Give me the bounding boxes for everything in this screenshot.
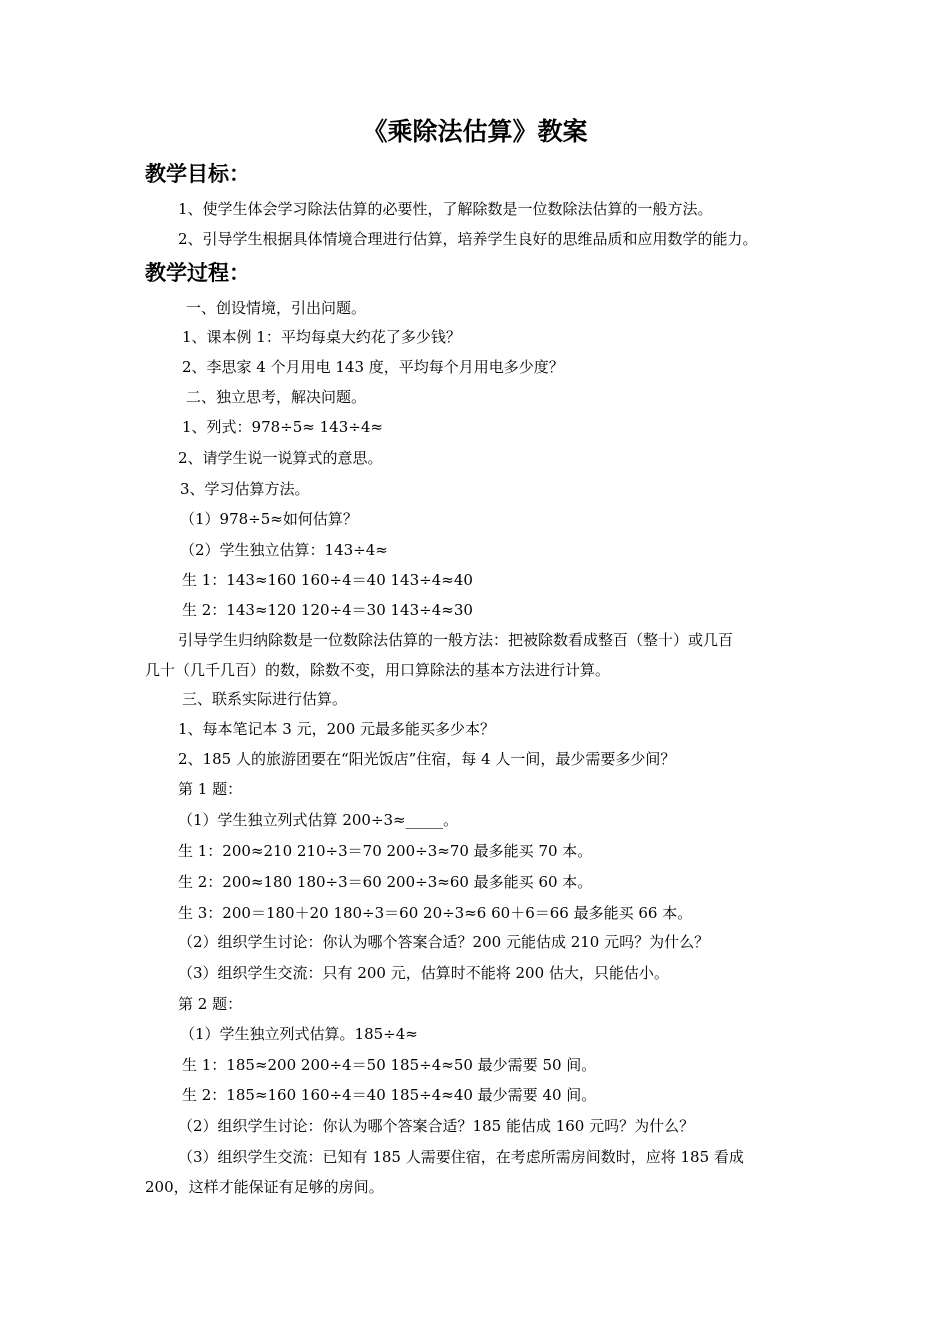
process-line: 生 2：200≈180 180÷3＝60 200÷3≈60 最多能买 60 本。 xyxy=(178,873,593,891)
process-line: （1）978÷5≈如何估算？ xyxy=(180,510,358,528)
process-line: 2、请学生说一说算式的意思。 xyxy=(178,449,383,467)
process-line: 引导学生归纳除数是一位数除法估算的一般方法：把被除数看成整百（整十）或几百 xyxy=(178,631,734,649)
process-line: 生 2：185≈160 160÷4＝40 185÷4≈40 最少需要 40 间。 xyxy=(182,1086,597,1104)
process-line: 一、创设情境，引出问题。 xyxy=(186,299,367,317)
process-line: 1、每本笔记本 3 元，200 元最多能买多少本？ xyxy=(178,720,496,738)
process-line: 二、独立思考，解决问题。 xyxy=(186,388,367,406)
process-line: 200，这样才能保证有足够的房间。 xyxy=(145,1178,384,1196)
process-line: 2、李思家 4 个月用电 143 度，平均每个月用电多少度？ xyxy=(182,358,564,376)
process-line: 生 3：200＝180＋20 180÷3＝60 20÷3≈6 60＋6＝66 最多能买 66 本。 xyxy=(178,904,693,922)
process-line: （3）组织学生交流：只有 200 元，估算时不能将 200 估大，只能估小。 xyxy=(178,964,669,982)
process-line: 第 1 题： xyxy=(178,780,243,798)
process-line: 2、185 人的旅游团要在“阳光饭店”住宿，每 4 人一间，最少需要多少间？ xyxy=(178,750,676,768)
process-line: （3）组织学生交流：已知有 185 人需要住宿，在考虑所需房间数时，应将 185 看成 xyxy=(178,1148,744,1166)
objective-item: 2、引导学生根据具体情境合理进行估算，培养学生良好的思维品质和应用数学的能力。 xyxy=(178,230,758,248)
process-line: 生 1：143≈160 160÷4＝40 143÷4≈40 xyxy=(182,571,473,589)
process-line: 3、学习估算方法。 xyxy=(180,480,310,498)
process-line: 生 1：185≈200 200÷4＝50 185÷4≈50 最少需要 50 间。 xyxy=(182,1056,597,1074)
process-line: （2）组织学生讨论：你认为哪个答案合适？185 能估成 160 元吗？为什么？ xyxy=(178,1117,695,1135)
process-line: 第 2 题： xyxy=(178,995,243,1013)
process-line: 三、联系实际进行估算。 xyxy=(182,690,348,708)
process-heading: 教学过程： xyxy=(145,261,250,285)
document-title: 《乘除法估算》教案 xyxy=(362,117,588,146)
process-line: （1）学生独立列式估算。185÷4≈ xyxy=(180,1025,418,1043)
process-line: 生 1：200≈210 210÷3＝70 200÷3≈70 最多能买 70 本。 xyxy=(178,842,593,860)
process-line: （2）组织学生讨论：你认为哪个答案合适？200 元能估成 210 元吗？为什么？ xyxy=(178,933,710,951)
process-line: 生 2：143≈120 120÷4＝30 143÷4≈30 xyxy=(182,601,473,619)
process-line: （2）学生独立估算：143÷4≈ xyxy=(180,541,388,559)
objective-item: 1、使学生体会学习除法估算的必要性，了解除数是一位数除法估算的一般方法。 xyxy=(178,200,713,218)
process-line: （1）学生独立列式估算 200÷3≈_____。 xyxy=(178,811,459,829)
process-line: 1、列式：978÷5≈ 143÷4≈ xyxy=(182,418,383,436)
process-line: 1、课本例 1：平均每桌大约花了多少钱？ xyxy=(182,328,461,346)
objectives-heading: 教学目标： xyxy=(145,162,250,186)
process-line: 几十（几千几百）的数，除数不变，用口算除法的基本方法进行计算。 xyxy=(145,661,611,679)
